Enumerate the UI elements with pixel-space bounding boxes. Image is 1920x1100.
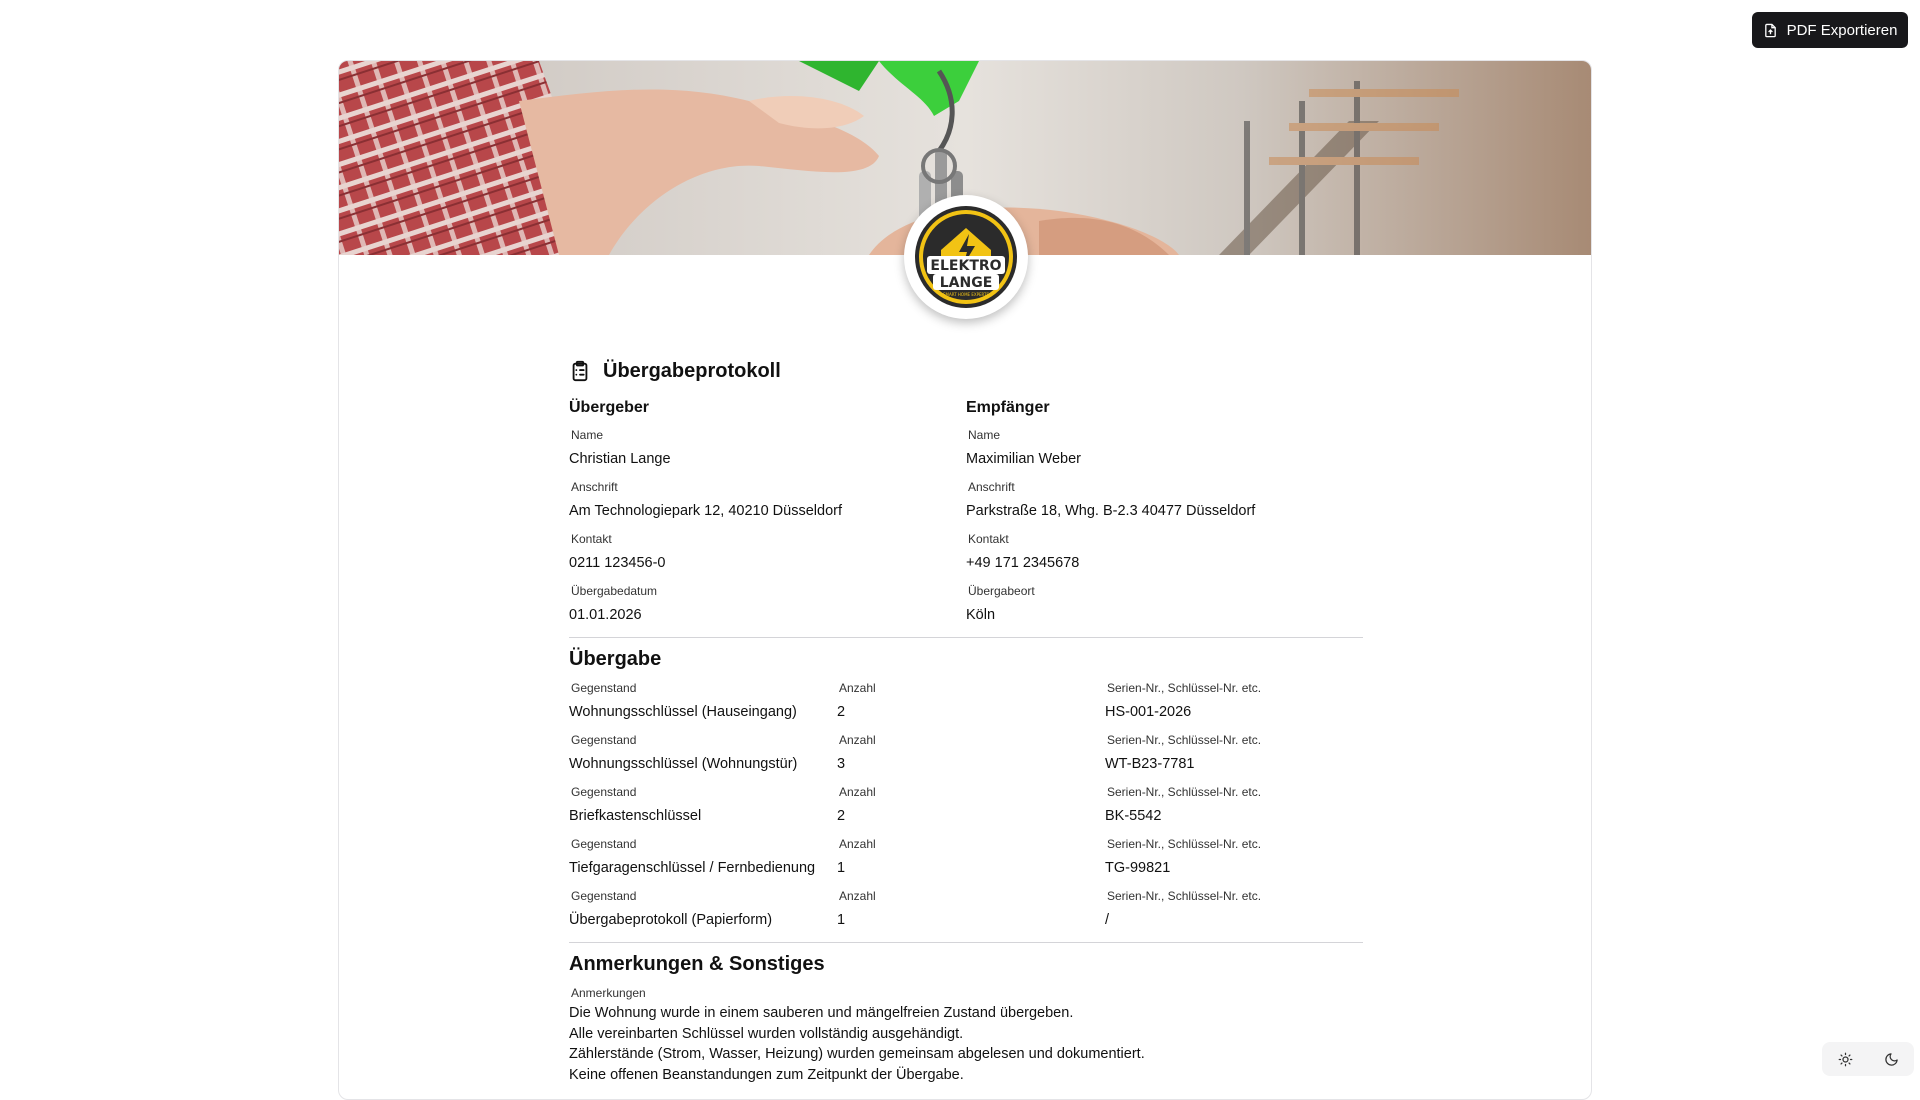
clipboard-list-icon — [569, 360, 591, 382]
handover-heading: Übergabe — [569, 648, 662, 670]
column-label: Gegenstand — [571, 733, 637, 747]
file-export-icon — [1763, 23, 1778, 38]
item-serial-cell — [1105, 728, 1363, 780]
handover-date-field — [569, 579, 966, 631]
giver-heading: Übergeber — [569, 399, 650, 416]
notes-heading: Anmerkungen & Sonstiges — [569, 953, 825, 975]
field-label: Anschrift — [968, 480, 1015, 494]
item-serial-cell — [1105, 884, 1363, 936]
giver-address-value: Am Technologiepark 12, 40210 Düsseldorf — [569, 503, 842, 519]
column-label: Serien-Nr., Schlüssel-Nr. etc. — [1107, 733, 1262, 747]
divider — [569, 637, 1363, 638]
item-quantity-value: 1 — [837, 860, 846, 876]
receiver-address-value: Parkstraße 18, Whg. B-2.3 40477 Düsseldorf — [966, 503, 1256, 519]
receiver-name-field — [966, 423, 1363, 475]
receiver-column — [966, 395, 1363, 631]
item-name-value: Tiefgaragenschlüssel / Fernbedienung — [569, 860, 816, 876]
field-label: Übergabedatum — [571, 584, 658, 598]
protocol-content — [569, 357, 1363, 1085]
divider — [569, 942, 1363, 943]
giver-contact-value: 0211 123456-0 — [569, 555, 666, 571]
item-quantity-value: 2 — [837, 808, 846, 824]
item-name-cell — [569, 884, 837, 936]
column-label: Anzahl — [839, 889, 876, 903]
column-label: Gegenstand — [571, 785, 637, 799]
item-serial-cell — [1105, 780, 1363, 832]
item-quantity-value: 2 — [837, 704, 846, 720]
item-serial-cell — [1105, 676, 1363, 728]
column-label: Anzahl — [839, 837, 876, 851]
receiver-address-field — [966, 475, 1363, 527]
handover-section — [569, 644, 1363, 936]
protocol-card — [338, 60, 1592, 1100]
table-row — [569, 676, 1363, 728]
item-name-cell — [569, 728, 837, 780]
receiver-heading: Empfänger — [966, 399, 1050, 416]
column-label: Serien-Nr., Schlüssel-Nr. etc. — [1107, 681, 1262, 695]
giver-address-field — [569, 475, 966, 527]
page-title-text: Übergabeprotokoll — [603, 359, 781, 382]
giver-column — [569, 395, 966, 631]
notes-section — [569, 949, 1363, 1085]
parties-section — [569, 395, 1363, 631]
item-quantity-cell — [837, 676, 1105, 728]
logo-tagline: SMART HOME EXPERTS — [942, 292, 990, 297]
pdf-export-label: PDF Exportieren — [1786, 21, 1898, 39]
field-label: Übergabeort — [968, 584, 1035, 598]
handover-place-value: Köln — [966, 607, 996, 623]
receiver-name-value: Maximilian Weber — [966, 451, 1081, 467]
handover-place-field — [966, 579, 1363, 631]
giver-name-value: Christian Lange — [569, 451, 671, 467]
field-label: Kontakt — [571, 532, 612, 546]
item-quantity-value: 1 — [837, 912, 846, 928]
theme-switcher — [1822, 1042, 1914, 1076]
column-label: Gegenstand — [571, 889, 637, 903]
column-label: Serien-Nr., Schlüssel-Nr. etc. — [1107, 785, 1262, 799]
item-name-cell — [569, 832, 837, 884]
item-quantity-cell — [837, 832, 1105, 884]
item-name-cell — [569, 676, 837, 728]
field-label: Name — [968, 428, 1001, 442]
logo-text-line1: ELEKTRO — [930, 258, 1002, 274]
item-serial-value: / — [1105, 912, 1110, 928]
field-label: Anschrift — [571, 480, 618, 494]
moon-icon[interactable] — [1876, 1046, 1906, 1072]
column-label: Serien-Nr., Schlüssel-Nr. etc. — [1107, 837, 1262, 851]
sun-icon[interactable] — [1830, 1046, 1860, 1072]
pdf-export-button[interactable] — [1752, 12, 1908, 48]
item-serial-value: HS-001-2026 — [1105, 704, 1192, 720]
column-label: Anzahl — [839, 733, 876, 747]
item-name-value: Übergabeprotokoll (Papierform) — [569, 912, 773, 928]
table-row — [569, 884, 1363, 936]
item-name-value: Wohnungsschlüssel (Hauseingang) — [569, 704, 797, 720]
logo-text-line2: LANGE — [939, 275, 993, 291]
item-serial-value: TG-99821 — [1105, 860, 1171, 876]
receiver-contact-field — [966, 527, 1363, 579]
item-name-value: Wohnungsschlüssel (Wohnungstür) — [569, 756, 798, 772]
item-serial-cell — [1105, 832, 1363, 884]
company-logo — [904, 195, 1028, 319]
table-row — [569, 728, 1363, 780]
table-row — [569, 780, 1363, 832]
giver-name-field — [569, 423, 966, 475]
column-label: Anzahl — [839, 681, 876, 695]
column-label: Gegenstand — [571, 837, 637, 851]
note-line: Alle vereinbarten Schlüssel wurden vollständig ausgehändigt. — [569, 1025, 964, 1042]
field-label: Name — [571, 428, 604, 442]
handover-date-value: 01.01.2026 — [569, 607, 642, 623]
item-quantity-cell — [837, 728, 1105, 780]
column-label: Serien-Nr., Schlüssel-Nr. etc. — [1107, 889, 1262, 903]
field-label: Kontakt — [968, 532, 1009, 546]
item-quantity-cell — [837, 780, 1105, 832]
item-serial-value: WT-B23-7781 — [1105, 756, 1195, 772]
item-quantity-cell — [837, 884, 1105, 936]
note-line: Zählerstände (Strom, Wasser, Heizung) wurden gemeinsam abgelesen und dokumentiert. — [569, 1046, 1145, 1062]
item-serial-value: BK-5542 — [1105, 808, 1162, 824]
item-name-cell — [569, 780, 837, 832]
item-quantity-value: 3 — [837, 756, 846, 772]
table-row — [569, 832, 1363, 884]
note-line: Keine offenen Beanstandungen zum Zeitpunkt der Übergabe. — [569, 1066, 964, 1083]
notes-label: Anmerkungen — [571, 986, 646, 1000]
giver-contact-field — [569, 527, 966, 579]
note-line: Die Wohnung wurde in einem sauberen und mängelfreien Zustand übergeben. — [569, 1005, 1074, 1021]
item-name-value: Briefkastenschlüssel — [569, 808, 702, 824]
column-label: Anzahl — [839, 785, 876, 799]
column-label: Gegenstand — [571, 681, 637, 695]
page-title — [569, 357, 1363, 385]
receiver-contact-value: +49 171 2345678 — [966, 555, 1080, 571]
